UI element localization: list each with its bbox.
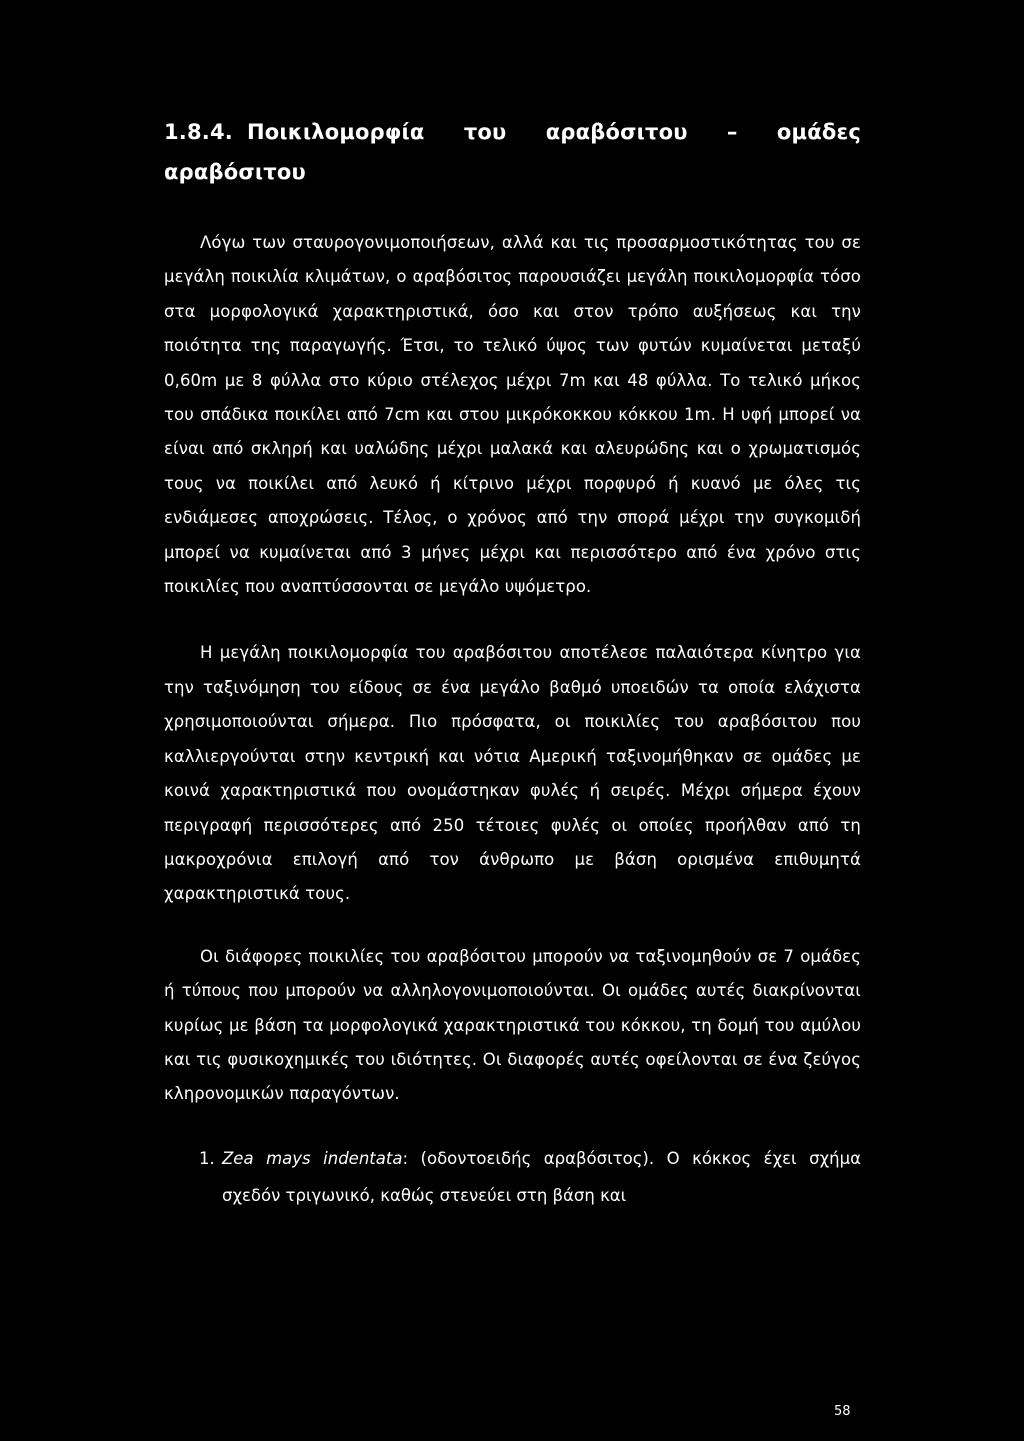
list-item-text: : (οδοντοειδής αραβόσιτος). Ο κόκκος έχει σχήμα σχεδόν τριγωνικό, καθώς στενεύει στη βάση και [222,1148,861,1205]
paragraph-variability: Λόγω των σταυρογονιμοποιήσεων, αλλά και τις προσαρμοστικότητας του σε μεγάλη ποικιλία κλιμάτων, ο αραβόσιτος παρουσιάζει μεγάλη ποικιλομορφία τόσο στα μορφολογικά χαρακτηριστικά, όσο και στον τρόπο αυξήσεως και την ποιότητα της παραγωγής. Έτσι, το τελικό ύψος των φυτών κυμαίνεται μεταξύ 0,60m με 8 φύλλα στο κύριο στέλεχος μέχρι 7m και 48 φύλλα. Το τελικό μήκος του σπάδικα ποικίλει από 7cm και στου μικρόκοκκου κόκκου 1m. Η υφή μπορεί να είναι από σκληρή και υαλώδης μέχρι μαλακά και αλευρώδης και ο χρωματισμός τους να ποικίλει από λευκό ή κίτρινο μέχρι πορφυρό ή κυανό με όλες τις ενδιάμεσες αποχρώσεις. Τέλος, ο χρόνος από την σπορά μέχρι την συγκομιδή μπορεί να κυμαίνεται από 3 μήνες μέχρι και περισσότερο από ένα χρόνο στις ποικιλίες που αναπτύσσονται σε μεγάλο υψόμετρο. [164,233,861,597]
section-title: Ποικιλομορφία του αραβόσιτου – ομάδες αραβόσιτου [164,120,861,184]
species-name: Zea mays indentata [222,1148,403,1168]
paragraph-classification: Η μεγάλη ποικιλομορφία του αραβόσιτου αποτέλεσε παλαιότερα κίνητρο για την ταξινόμηση του είδους σε ένα μεγάλο βαθμό υποειδών τα οποία ελάχιστα χρησιμοποιούνται σήμερα. Πιο πρόσφατα, οι ποικιλίες του αραβόσιτου που καλλιεργούνται στην κεντρική και νότια Αμερική ταξινομήθηκαν σε ομάδες με κοινά χαρακτηριστικά που ονομάστηκαν φυλές ή σειρές. Μέχρι σήμερα έχουν περιγραφή περισσότερες από 250 τέτοιες φυλές οι οποίες προήλθαν από τη μακροχρόνια επιλογή από τον άνθρωπο με βάση ορισμένα επιθυμητά χαρακτηριστικά τους. [164,643,861,904]
list-item-indentata [164,1140,861,1214]
section-heading [164,112,861,192]
section-number: 1.8.4. [164,120,233,144]
paragraph-groups: Οι διάφορες ποικιλίες του αραβόσιτου μπορούν να ταξινομηθούν σε 7 ομάδες ή τύπους που μπορούν να αλληλογονιμοποιούνται. Οι ομάδες αυτές διακρίνονται κυρίως με βάση τα μορφολογικά χαρακτηριστικά του κόκκου, τη δομή του αμύλου και τις φυσικοχημικές του ιδιότητες. Οι διαφορές αυτές οφείλονται σε ένα ζεύγος κληρονομικών παραγόντων. [164,946,861,1104]
page-number: 58 [834,1404,851,1419]
page-content [164,112,861,1214]
list-marker: 1. [199,1148,215,1168]
